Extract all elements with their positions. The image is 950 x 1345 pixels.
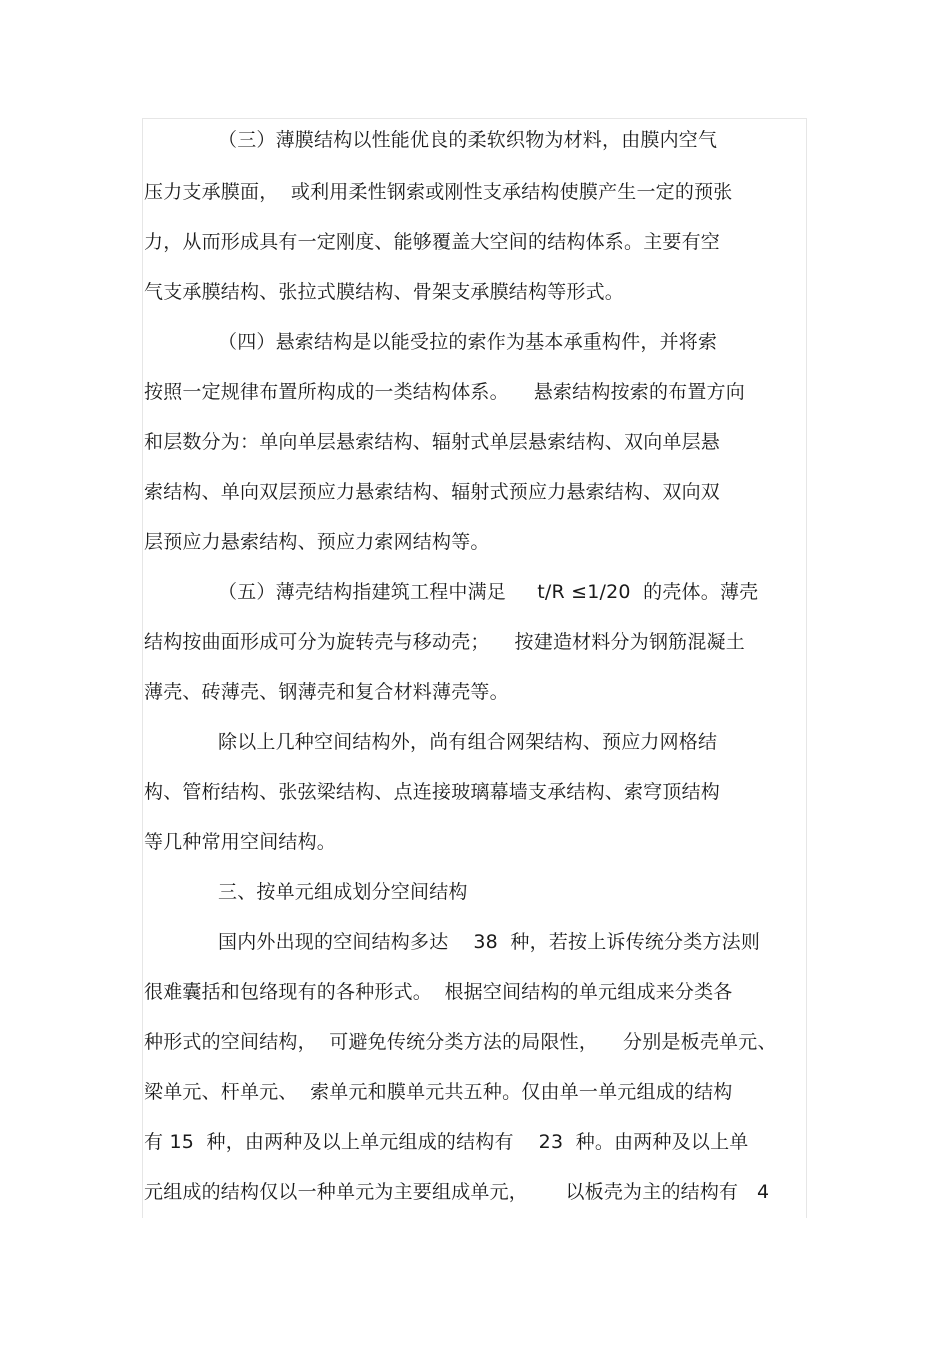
paragraph-5-line-1: （五）薄壳结构指建筑工程中满足 t/R ≤1/20 的壳体。薄壳	[218, 581, 759, 603]
paragraph-4-line-2: 按照一定规律布置所构成的一类结构体系。 悬索结构按索的布置方向	[144, 381, 745, 403]
paragraph-4-line-1: （四）悬索结构是以能受拉的索作为基本承重构件，并将索	[218, 331, 718, 353]
paragraph-4-line-3: 和层数分为：单向单层悬索结构、辐射式单层悬索结构、双向单层悬	[144, 431, 721, 453]
paragraph-5-line-2: 结构按曲面形成可分为旋转壳与移动壳； 按建造材料分为钢筋混凝土	[144, 631, 745, 653]
paragraph-3-line-2: 压力支承膜面， 或利用柔性钢索或刚性支承结构使膜产生一定的预张	[144, 181, 733, 203]
paragraph-unit-line-1: 国内外出现的空间结构多达 38 种，若按上诉传统分类方法则	[218, 931, 761, 953]
paragraph-unit-line-5: 有 15 种，由两种及以上单元组成的结构有 23 种。由两种及以上单	[144, 1131, 749, 1153]
paragraph-other-line-2: 构、管桁结构、张弦梁结构、点连接玻璃幕墙支承结构、索穹顶结构	[144, 781, 721, 803]
paragraph-4-line-5: 层预应力悬索结构、预应力索网结构等。	[144, 531, 490, 553]
paragraph-unit-line-6: 元组成的结构仅以一种单元为主要组成单元， 以板壳为主的结构有 4	[144, 1181, 770, 1203]
paragraph-unit-line-4: 梁单元、杆单元、 索单元和膜单元共五种。仅由单一单元组成的结构	[144, 1081, 733, 1103]
paragraph-3-line-1: （三）薄膜结构以性能优良的柔软织物为材料，由膜内空气	[218, 129, 718, 151]
paragraph-other-line-3: 等几种常用空间结构。	[144, 831, 337, 853]
paragraph-unit-line-3: 种形式的空间结构， 可避免传统分类方法的局限性， 分别是板壳单元、	[144, 1031, 777, 1053]
paragraph-unit-line-2: 很难囊括和包络现有的各种形式。 根据空间结构的单元组成来分类各	[144, 981, 733, 1003]
paragraph-3-line-3: 力，从而形成具有一定刚度、能够覆盖大空间的结构体系。主要有空	[144, 231, 721, 253]
paragraph-5-line-3: 薄壳、砖薄壳、钢薄壳和复合材料薄壳等。	[144, 681, 509, 703]
section-heading: 三、按单元组成划分空间结构	[218, 881, 468, 903]
paragraph-3-line-4: 气支承膜结构、张拉式膜结构、骨架支承膜结构等形式。	[144, 281, 625, 303]
paragraph-4-line-4: 索结构、单向双层预应力悬索结构、辐射式预应力悬索结构、双向双	[144, 481, 721, 503]
paragraph-other-line-1: 除以上几种空间结构外，尚有组合网架结构、预应力网格结	[218, 731, 718, 753]
